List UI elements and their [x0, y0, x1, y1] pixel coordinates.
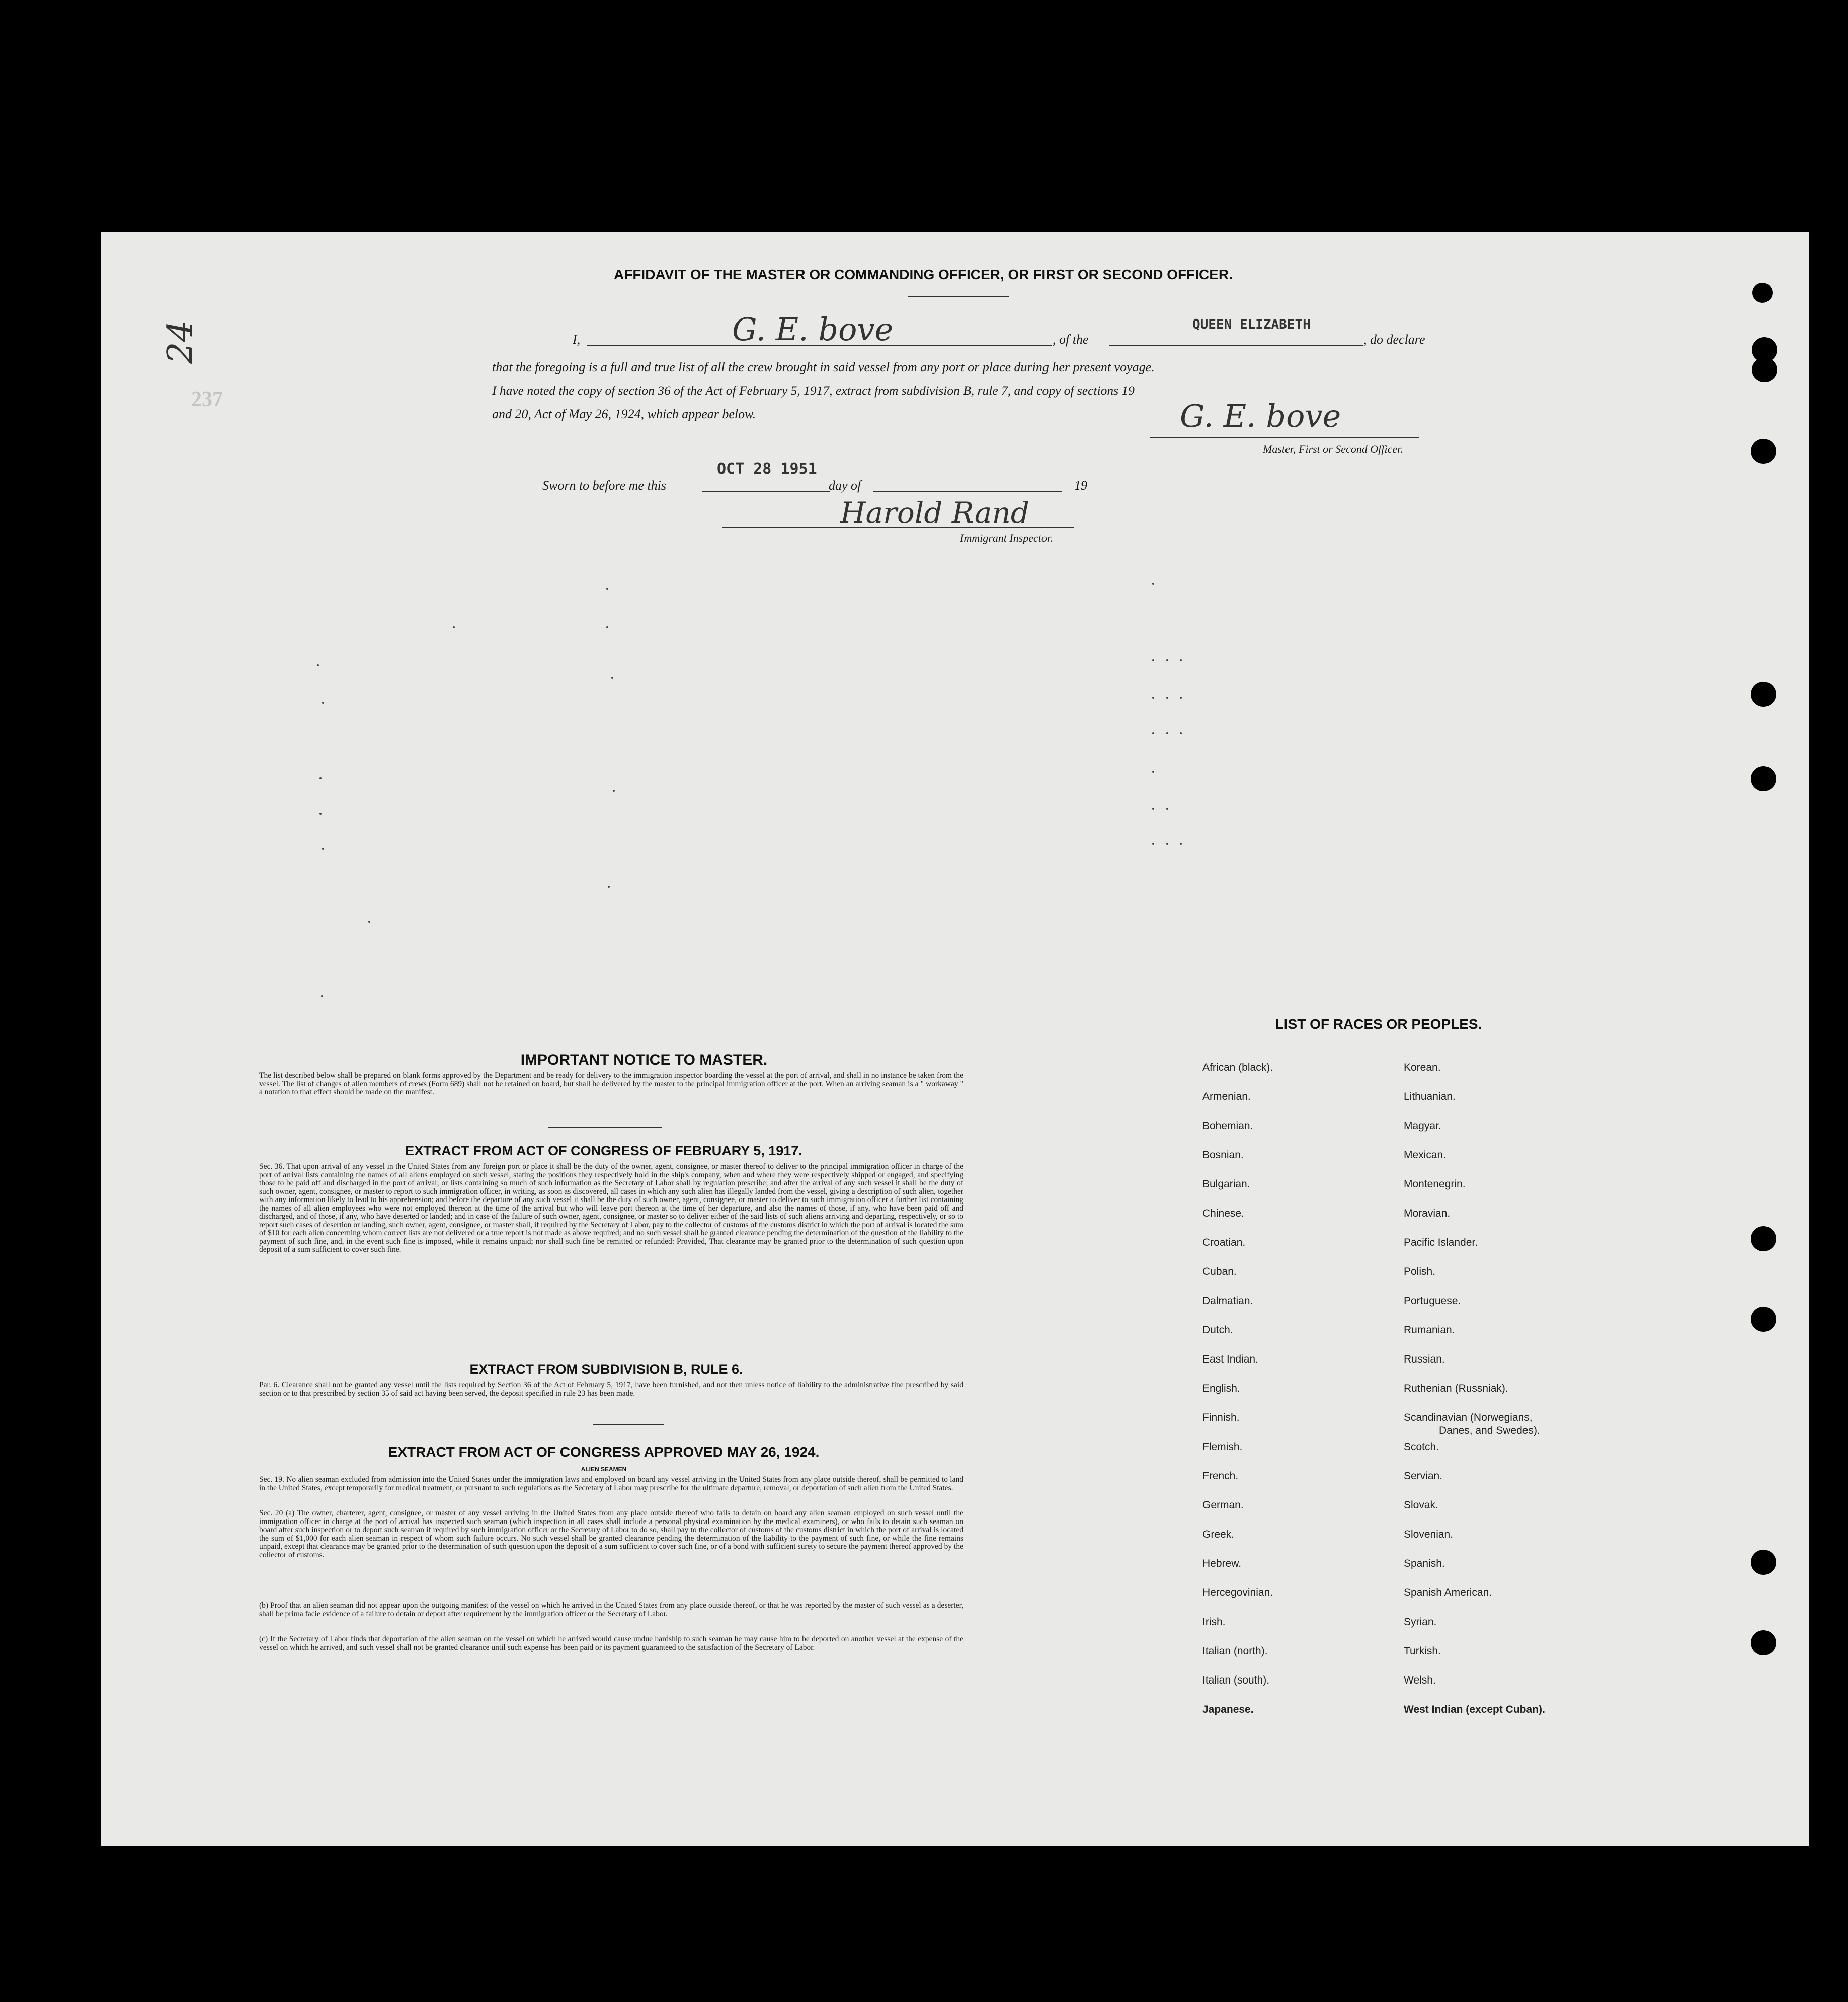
inspector-signature: Harold Rand [840, 496, 1029, 530]
affidavit-line-2: that the foregoing is a full and true list of all the crew brought in said vessel from any port or place during her present voyage. [492, 360, 1155, 374]
race-item: African (black). [1202, 1062, 1273, 1073]
dot-mark [611, 677, 613, 679]
dot-mark [322, 848, 324, 850]
race-item: Greek. [1202, 1529, 1235, 1540]
race-item: Mexican. [1404, 1149, 1447, 1161]
dot-mark [1152, 697, 1154, 699]
dot-mark [1152, 583, 1154, 585]
race-item: West Indian (except Cuban). [1404, 1704, 1545, 1715]
master-signature-line [1150, 437, 1419, 438]
race-item: Scotch. [1404, 1441, 1439, 1453]
dot-mark [368, 921, 370, 923]
dot-mark [1166, 732, 1168, 734]
race-item: Syrian. [1404, 1616, 1437, 1628]
sworn-month-line [873, 491, 1062, 492]
dot-mark [613, 790, 615, 792]
margin-handwritten-count: 24 [160, 320, 200, 364]
dot-mark [1152, 808, 1154, 810]
do-declare-label: , do declare [1363, 332, 1425, 347]
extract-1917-title: EXTRACT FROM ACT OF CONGRESS OF FEBRUARY 5, 1917. [405, 1143, 802, 1158]
vessel-name-stamp: QUEEN ELIZABETH [1192, 317, 1311, 332]
dot-mark [1166, 659, 1168, 661]
inspector-caption: Immigrant Inspector. [960, 532, 1053, 544]
race-item: Armenian. [1202, 1091, 1251, 1102]
race-item: English. [1202, 1383, 1240, 1394]
notice-title: IMPORTANT NOTICE TO MASTER. [520, 1052, 768, 1068]
dot-mark [317, 664, 319, 666]
margin-faint-number: 237 [191, 388, 223, 411]
inspector-signature-line [722, 527, 1074, 528]
extract-1924-sec20c: (c) If the Secretary of Labor finds that deportation of the alien seaman on the vessel on which he arrived would cause undue hardship to such seaman he may cause him to be deported on another vessel at the expense of the vessel on which he arrived, and such vessel shall not be granted clearance until such expense has been paid or its payment guaranteed to the satisfaction of the Secretary of Labor. [259, 1635, 963, 1652]
race-item: Chinese. [1202, 1208, 1244, 1219]
race-item: German. [1202, 1499, 1244, 1511]
punch-hole [1751, 1630, 1776, 1655]
dot-mark [1152, 771, 1154, 773]
master-signature: G. E. bove [1180, 397, 1341, 434]
race-item: Bosnian. [1202, 1149, 1244, 1161]
race-item: Irish. [1202, 1616, 1226, 1628]
dot-mark [1166, 808, 1168, 810]
race-item: Hebrew. [1202, 1558, 1242, 1569]
race-item-continuation: Danes, and Swedes). [1439, 1425, 1540, 1436]
race-item: Hercegovinian. [1202, 1587, 1273, 1598]
race-item: Italian (north). [1202, 1645, 1268, 1657]
race-item: Slovak. [1404, 1499, 1438, 1511]
punch-hole [1751, 439, 1776, 464]
race-item: Moravian. [1404, 1208, 1451, 1219]
race-item: East Indian. [1202, 1353, 1258, 1365]
race-item: Croatian. [1202, 1237, 1246, 1248]
dot-mark [1166, 843, 1168, 845]
dot-mark [1180, 659, 1182, 661]
dot-mark [1180, 697, 1182, 699]
dot-mark [1152, 732, 1154, 734]
extract-rule6-title: EXTRACT FROM SUBDIVISION B, RULE 6. [469, 1362, 743, 1377]
sworn-day-line [702, 491, 830, 492]
dot-mark [1180, 843, 1182, 845]
race-item: Turkish. [1404, 1645, 1441, 1657]
officer-signature: G. E. bove [732, 311, 894, 348]
extract-1924-subtitle: ALIEN SEAMEN [581, 1466, 627, 1473]
dot-mark [319, 813, 322, 815]
notice-divider [548, 1127, 662, 1128]
notice-body: The list described below shall be prepared on blank forms approved by the Department and be ready for delivery to the immigration inspector boarding the vessel at the port of arrival, and shall in no instance be taken from the vessel. The list of changes of alien members of crews (Form 689) shall not be retained on board, but shall be delivered by the master to the principal immigration officer at the port. When an arriving seaman is a " workaway " a notation to that effect should be made on the manifest. [259, 1071, 963, 1096]
i-label: I, [573, 332, 581, 347]
race-item: Portuguese. [1404, 1295, 1461, 1307]
extract-1924-sec19: Sec. 19. No alien seaman excluded from admission into the United States under the immigration laws and employed on board any vessel arriving in the United States from any place outside thereof, shall be permitted to land in the United States, except temporarily for medical treatment, or pursuant to such regulations as the Secretary of Labor may prescribe for the ultimate departure, removal, or deportation of such alien from the United States. [259, 1475, 963, 1492]
extract-1917-body: Sec. 36. That upon arrival of any vessel in the United States from any foreign port or place it shall be the duty of the owner, agent, consignee, or master thereof to deliver to the principal immigration officer in charge of the port of arrival lists containing the names of all aliens employed on such vessel, stating the positions they respectively hold in the ship's company, when and where they were respectively shipped or engaged, and specifying those to be paid off and discharged in the port of arrival; or lists containing so much of such information as the Secretary of Labor shall by regulation prescribe; and after the arrival of any such vessel it shall be the duty of such owner, agent, consignee, or master to report to such immigration officer, in writing, as soon as discovered, all cases in which any such alien has illegally landed from the vessel, giving a description of such alien, together with any information likely to lead to his apprehension; and before the departure of any such vessel it shall be the duty of such owner, agent, consignee, or master to deliver to such immigration officer a further list containing the names of all alien employees who were not employed thereon at the time of the arrival but who will leave port thereon at the time of her departure, and also the names of those, if any, who have been paid off and discharged, and of those, if any, who have deserted or landed; and in case of the failure of such owner, agent, consignee, or master so to deliver either of the said lists of such aliens arriving and departing, respectively, or so to report such cases of desertion or landing, such owner, agent, consignee, or master shall, if required by the Secretary of Labor, pay to the collector of customs of the customs district in which the port of arrival is located the sum of $10 for each alien concerning whom correct lists are not delivered or a true report is not made as above required; and no such vessel shall be granted clearance pending the determination of the question of the liability to the payment of such fine, and, in the event such fine is imposed, while it remains unpaid; nor shall such fine be remitted or refunded: Provided, That clearance may be granted prior to the determination of such question upon deposit of a sum sufficient to cover such fine. [259, 1162, 963, 1254]
affidavit-line-4: and 20, Act of May 26, 1924, which appear below. [492, 407, 756, 421]
race-item: Rumanian. [1404, 1324, 1455, 1336]
dot-mark [321, 995, 323, 997]
punch-hole [1751, 1307, 1776, 1332]
day-of-label: day of [829, 478, 861, 493]
punch-hole [1751, 1226, 1776, 1251]
extract-1924-sec20b: (b) Proof that an alien seaman did not appear upon the outgoing manifest of the vessel on which he arrived in the United States from any place outside thereof, or that he was reported by the master of such vessel as a deserter, shall be prima facie evidence of a failure to detain or deport after requirement by the immigration officer or the Secretary of Labor. [259, 1601, 963, 1618]
dot-mark [1180, 732, 1182, 734]
extract-1924-sec20a: Sec. 20 (a) The owner, charterer, agent, consignee, or master of any vessel arriving in the United States from any place outside thereof who fails to detain on board any alien seaman employed on such vessel until the immigration officer in charge at the port of arrival has inspected such seaman (which inspection in all cases shall include a personal physical examination by the medical examiners), or who fails to detain such seaman on board after such inspection or to deport such seaman if required by such immigration officer or the Secretary of Labor to do so, shall pay to the collector of customs of the customs district in which the port of arrival is located the sum of $1,000 for each alien seaman in respect of whom such failure occurs. No such vessel shall be granted clearance pending the determination of the liability to the payment of such fine, or while the fine remains unpaid, except that clearance may be granted prior to the determination of such question upon the deposit of a sum sufficient to cover such fine, or of a bond with sufficient surety to secure the payment thereof approved by the collector of customs. [259, 1509, 963, 1559]
dot-mark [319, 777, 322, 779]
punch-hole [1751, 682, 1776, 707]
date-stamp: OCT 28 1951 [717, 460, 817, 478]
affidavit-title: AFFIDAVIT OF THE MASTER OR COMMANDING OFFICER, OR FIRST OR SECOND OFFICER. [614, 267, 1233, 282]
race-item: Scandinavian (Norwegians, [1404, 1412, 1533, 1423]
race-item: Cuban. [1202, 1266, 1237, 1277]
dot-mark [1152, 843, 1154, 845]
dot-mark [1166, 697, 1168, 699]
of-the-label: , of the [1053, 332, 1089, 347]
race-item: Lithuanian. [1404, 1091, 1456, 1102]
vessel-line [1109, 345, 1363, 346]
races-title: LIST OF RACES OR PEOPLES. [1275, 1016, 1482, 1032]
race-item: Spanish American. [1404, 1587, 1492, 1598]
affidavit-line-3: I have noted the copy of section 36 of the Act of February 5, 1917, extract from subdivision B, rule 7, and copy of sections 19 [492, 383, 1135, 398]
race-item: Italian (south). [1202, 1674, 1270, 1686]
race-item: Magyar. [1404, 1120, 1441, 1132]
rule6-divider [593, 1424, 664, 1425]
race-item: Flemish. [1202, 1441, 1243, 1453]
race-item: Dutch. [1202, 1324, 1233, 1336]
master-caption: Master, First or Second Officer. [1263, 443, 1403, 455]
dot-mark [1152, 659, 1154, 661]
race-item: Polish. [1404, 1266, 1436, 1277]
race-item: Spanish. [1404, 1558, 1445, 1569]
dot-mark [606, 626, 608, 628]
race-item: Russian. [1404, 1353, 1445, 1365]
race-item: French. [1202, 1470, 1239, 1482]
race-item: Korean. [1404, 1062, 1441, 1073]
punch-hole [1752, 283, 1773, 303]
race-item: Welsh. [1404, 1674, 1436, 1686]
extract-rule6-body: Par. 6. Clearance shall not be granted any vessel until the lists required by Section 36 of the Act of February 5, 1917, have been furnished, and not then unless notice of liability to the administrative fine prescribed by said section or to that prescribed by section 35 of said act having been served, the deposit specified in rule 23 has been made. [259, 1381, 963, 1398]
punch-hole [1752, 357, 1777, 382]
race-item: Bohemian. [1202, 1120, 1253, 1132]
punch-hole [1751, 1550, 1776, 1575]
dot-mark [322, 702, 324, 704]
extract-1924-title: EXTRACT FROM ACT OF CONGRESS APPROVED MAY 26, 1924. [388, 1444, 820, 1460]
punch-hole [1751, 766, 1776, 791]
race-item: Pacific Islander. [1404, 1237, 1478, 1248]
race-item: Dalmatian. [1202, 1295, 1253, 1307]
sworn-label: Sworn to before me this [542, 478, 667, 493]
race-item: Ruthenian (Russniak). [1404, 1383, 1508, 1394]
race-item: Bulgarian. [1202, 1178, 1250, 1190]
year-label: 19 [1074, 478, 1087, 493]
dot-mark [606, 588, 608, 590]
race-item: Slovenian. [1404, 1529, 1454, 1540]
race-item: Finnish. [1202, 1412, 1240, 1423]
dot-mark [453, 626, 455, 628]
race-item: Japanese. [1202, 1704, 1254, 1715]
race-item: Montenegrin. [1404, 1178, 1466, 1190]
dot-mark [608, 886, 610, 888]
title-underline [908, 296, 1009, 297]
race-item: Servian. [1404, 1470, 1443, 1482]
